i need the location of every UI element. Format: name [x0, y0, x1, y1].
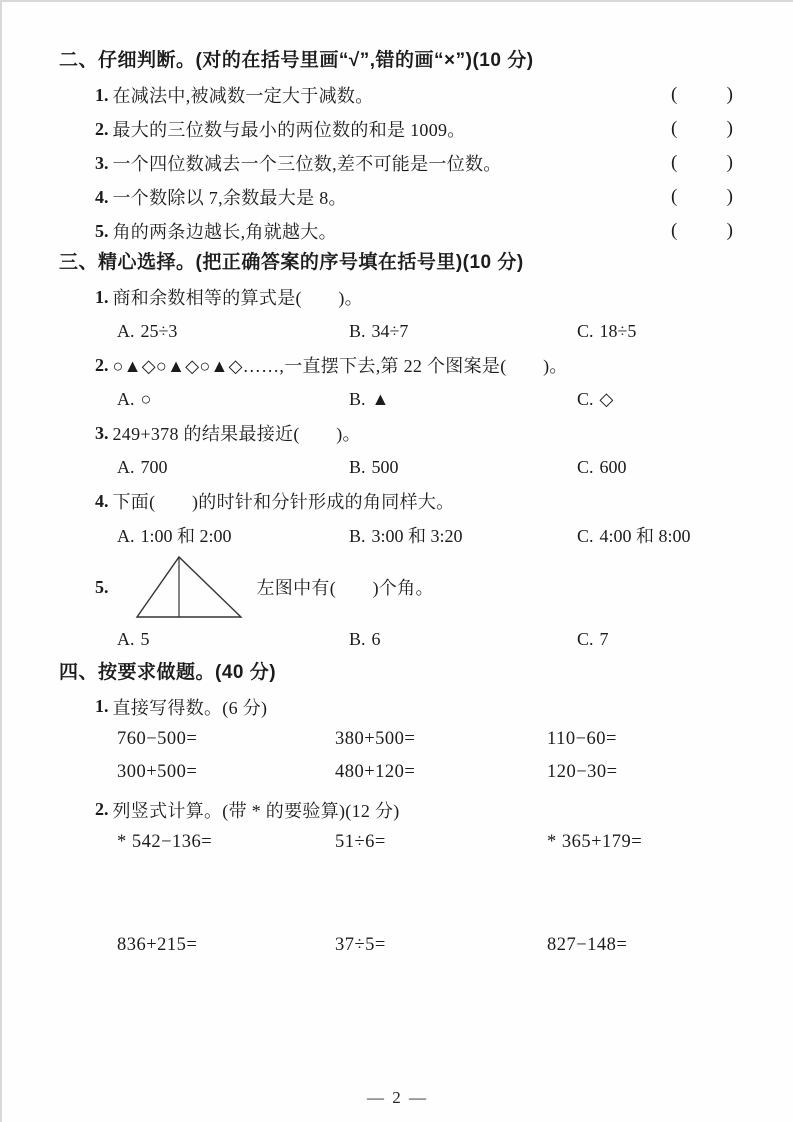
- judge-item-number: 4.: [95, 186, 109, 207]
- judge-item-5: [59, 214, 735, 248]
- subsection-number: 1.: [95, 696, 109, 716]
- option-b: B. 3:00 和 3:20: [349, 526, 463, 546]
- calc-expression: * 542−136=: [117, 832, 213, 852]
- option-a: A. 700: [117, 456, 168, 477]
- option-b: B. ▲: [349, 388, 390, 409]
- answer-bracket: [671, 84, 733, 106]
- question-number: 2.: [95, 354, 109, 375]
- judge-item-text: 角的两条边越长,角就越大。: [112, 222, 337, 242]
- options-row: [59, 622, 735, 656]
- vertical-row-1: [59, 826, 735, 859]
- paren-close: ): [726, 118, 733, 139]
- judge-item-text: 一个四位数减去一个三位数,差不可能是一位数。: [112, 154, 502, 174]
- option-a: A. ○: [117, 388, 152, 409]
- paren-close: ): [726, 84, 733, 105]
- choice-question-2: [59, 348, 735, 416]
- judge-item-text: 在减法中,被减数一定大于减数。: [112, 86, 374, 106]
- options-row: [59, 314, 735, 348]
- option-c: C. 600: [577, 456, 627, 477]
- working-space: [59, 859, 735, 929]
- judge-item-4: [59, 180, 735, 214]
- judge-item-number: 5.: [95, 220, 109, 241]
- judge-item-number: 3.: [95, 152, 109, 173]
- option-b: B. 6: [349, 628, 381, 649]
- calc-expression: 37÷5=: [335, 935, 386, 955]
- paren-open: (: [671, 118, 678, 139]
- subsection-title-text: 直接写得数。(6 分): [112, 697, 268, 718]
- paren-open: (: [671, 152, 678, 173]
- calc-expression: 300+500=: [117, 762, 198, 782]
- subsection-title-text: 列竖式计算。(带 * 的要验算)(12 分): [112, 800, 400, 821]
- judge-item-1: [59, 78, 735, 112]
- option-c: C. ◇: [577, 388, 614, 409]
- calc-expression: 827−148=: [547, 935, 628, 955]
- option-a: A. 1:00 和 2:00: [117, 526, 232, 546]
- answer-bracket: [671, 220, 733, 242]
- section-judge-title: 二、仔细判断。(对的在括号里画“√”,错的画“×”)(10 分): [59, 50, 534, 71]
- question-text: 商和余数相等的算式是( )。: [112, 288, 363, 308]
- choice-question-1: [59, 280, 735, 348]
- choice-question-4: [59, 484, 735, 552]
- judge-item-text: 最大的三位数与最小的两位数的和是 1009。: [112, 120, 466, 140]
- paren-open: (: [671, 84, 678, 105]
- question-text: ○▲◇○▲◇○▲◇……,一直摆下去,第 22 个图案是( )。: [112, 356, 568, 376]
- option-a: A. 25÷3: [117, 320, 178, 341]
- choice-question-5: [59, 552, 735, 656]
- options-row: [59, 450, 735, 484]
- answer-bracket: [671, 152, 733, 174]
- options-row: [59, 382, 735, 416]
- option-a: A. 5: [117, 628, 150, 649]
- judge-item-3: [59, 146, 735, 180]
- question-number: 4.: [95, 490, 109, 511]
- question-number: 3.: [95, 422, 109, 443]
- calc-expression: 51÷6=: [335, 832, 386, 852]
- mental-row-1: [59, 723, 735, 756]
- mental-row-2: [59, 756, 735, 789]
- judge-item-text: 一个数除以 7,余数最大是 8。: [112, 188, 347, 208]
- calc-expression: 120−30=: [547, 762, 618, 782]
- section-work-title: 四、按要求做题。(40 分): [59, 662, 277, 683]
- question-text: 左图中有( )个角。: [256, 578, 434, 598]
- judge-item-2: [59, 112, 735, 146]
- section-choice-title: 三、精心选择。(把正确答案的序号填在括号里)(10 分): [59, 252, 524, 273]
- calc-expression: 380+500=: [335, 729, 416, 749]
- triangle-figure: [135, 554, 243, 620]
- answer-bracket: [671, 186, 733, 208]
- subsection-vertical-title: [59, 793, 735, 826]
- subsection-mental-title: [59, 690, 735, 723]
- paren-close: ): [726, 152, 733, 173]
- page-number: — 2 —: [367, 1088, 428, 1107]
- calc-expression: 480+120=: [335, 762, 416, 782]
- paren-open: (: [671, 186, 678, 207]
- question-text: 下面( )的时针和分针形成的角同样大。: [112, 492, 455, 512]
- question-number: 1.: [95, 286, 109, 307]
- option-b: B. 500: [349, 456, 399, 477]
- calc-expression: * 365+179=: [547, 832, 643, 852]
- judge-item-number: 2.: [95, 118, 109, 139]
- answer-bracket: [671, 118, 733, 140]
- choice-question-3: [59, 416, 735, 484]
- options-row: [59, 518, 735, 552]
- option-c: C. 18÷5: [577, 320, 637, 341]
- paren-close: ): [726, 186, 733, 207]
- vertical-row-2: [59, 929, 735, 962]
- paren-open: (: [671, 220, 678, 241]
- question-number: 5.: [95, 576, 109, 597]
- option-b: B. 34÷7: [349, 320, 409, 341]
- paren-close: ): [726, 220, 733, 241]
- question-text: 249+378 的结果最接近( )。: [112, 424, 361, 444]
- option-c: C. 4:00 和 8:00: [577, 526, 691, 546]
- option-c: C. 7: [577, 628, 609, 649]
- subsection-number: 2.: [95, 799, 109, 819]
- calc-expression: 760−500=: [117, 729, 198, 749]
- calc-expression: 836+215=: [117, 935, 198, 955]
- calc-expression: 110−60=: [547, 729, 617, 749]
- judge-item-number: 1.: [95, 84, 109, 105]
